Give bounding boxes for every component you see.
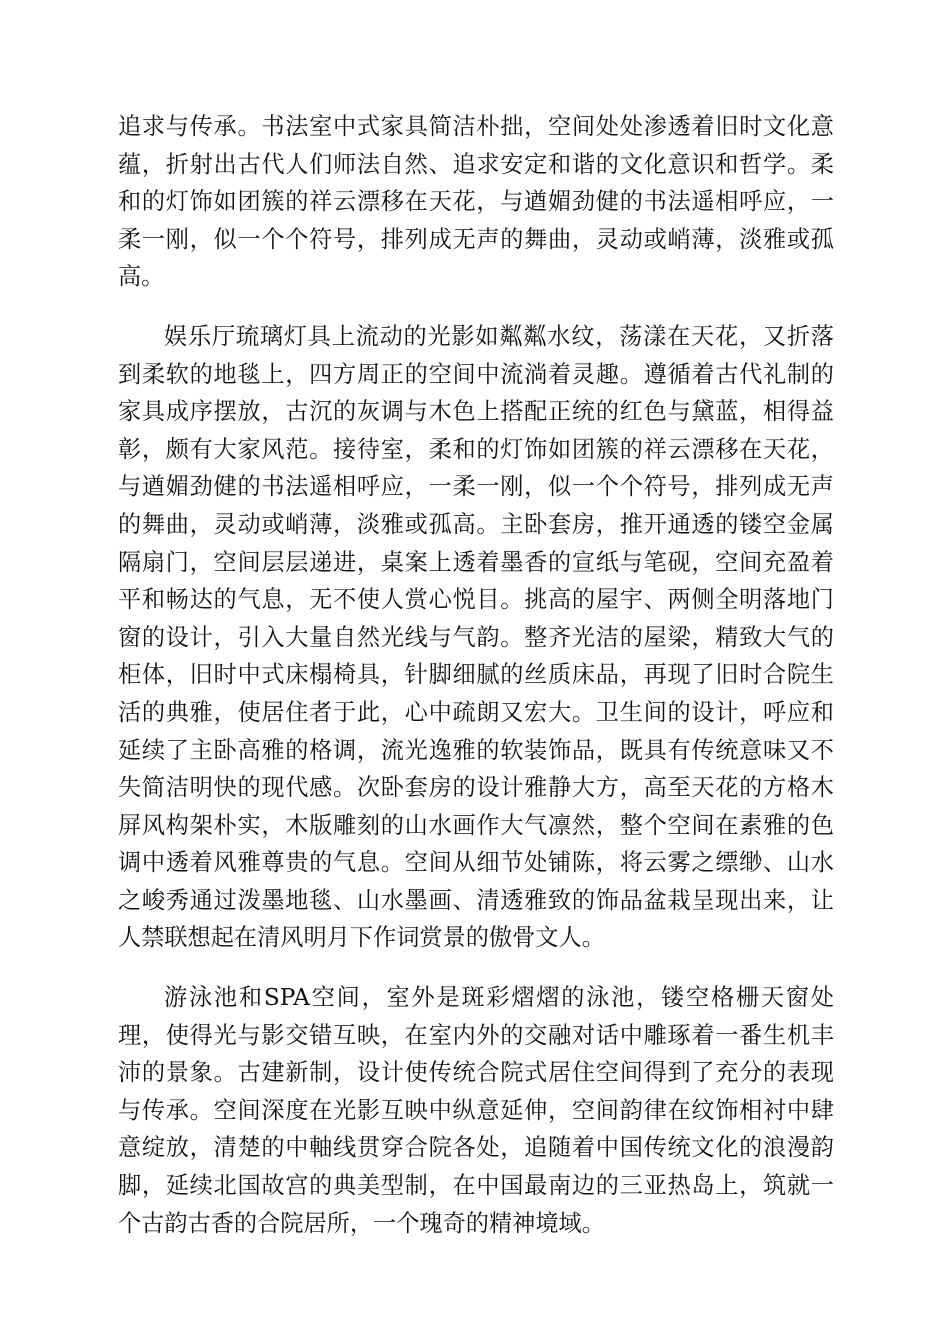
paragraph-pool-spa: 游泳池和SPA空间，室外是斑彩熠熠的泳池，镂空格栅天窗处理，使得光与影交错互映，在室内外的交融对话中雕琢着一番生机丰沛的景象。古建新制，设计使传统合院式居住空间得到了充分的表现与传承。空间深度在光影互映中纵意延伸，空间韵律在纹饰相衬中肆意绽放，清楚的中軸线贯穿合院各处，追随着中国传统文化的浪漫韵脚，延续北国故宫的典美型制，在中国最南边的三亚热岛上，筑就一个古韵古香的合院居所，一个瑰奇的精神境域。 bbox=[118, 984, 834, 1237]
paragraph-entertainment-hall: 娱乐厅琉璃灯具上流动的光影如粼粼水纹，荡漾在天花，又折落到柔软的地毯上，四方周正的空间中流淌着灵趣。遵循着古代礼制的家具成序摆放，古沉的灰调与木色上搭配正统的红色与黛蓝，相得益彰，颇有大家风范。接待室，柔和的灯饰如团簇的祥云漂移在天花，与遒媚劲健的书法遥相呼应，一柔一刚，似一个个符号，排列成无声的舞曲，灵动或峭薄，淡雅或孤高。主卧套房，推开通透的镂空金属隔扇门，空间层层递进，桌案上透着墨香的宣纸与笔砚，空间充盈着平和畅达的气息，无不使人赏心悦目。挑高的屋宇、两侧全明落地门窗的设计，引入大量自然光线与气韵。整齐光洁的屋梁，精致大气的柜体，旧时中式床榻椅具，针脚细腻的丝质床品，再现了旧时合院生活的典雅，使居住者于此，心中疏朗又宏大。卫生间的设计，呼应和延续了主卧高雅的格调，流光逸雅的软装饰品，既具有传统意味又不失简洁明快的现代感。次卧套房的设计雅静大方，高至天花的方格木屏风构架朴实，木版雕刻的山水画作大气凛然，整个空间在素雅的色调中透着风雅尊贵的气息。空间从细节处铺陈，将云雾之缥缈、山水之峻秀通过泼墨地毯、山水墨画、清透雅致的饰品盆栽呈现出来，让人禁联想起在清风明月下作词赏景的傲骨文人。 bbox=[118, 322, 834, 952]
paragraph-continued: 追求与传承。书法室中式家具简洁朴拙，空间处处渗透着旧时文化意蕴，折射出古代人们师法自然、追求安定和谐的文化意识和哲学。柔和的灯饰如团簇的祥云漂移在天花，与遒媚劲健的书法遥相呼应，一柔一刚，似一个个符号，排列成无声的舞曲，灵动或峭薄，淡雅或孤高。 bbox=[118, 113, 834, 291]
body-text bbox=[118, 108, 834, 1264]
